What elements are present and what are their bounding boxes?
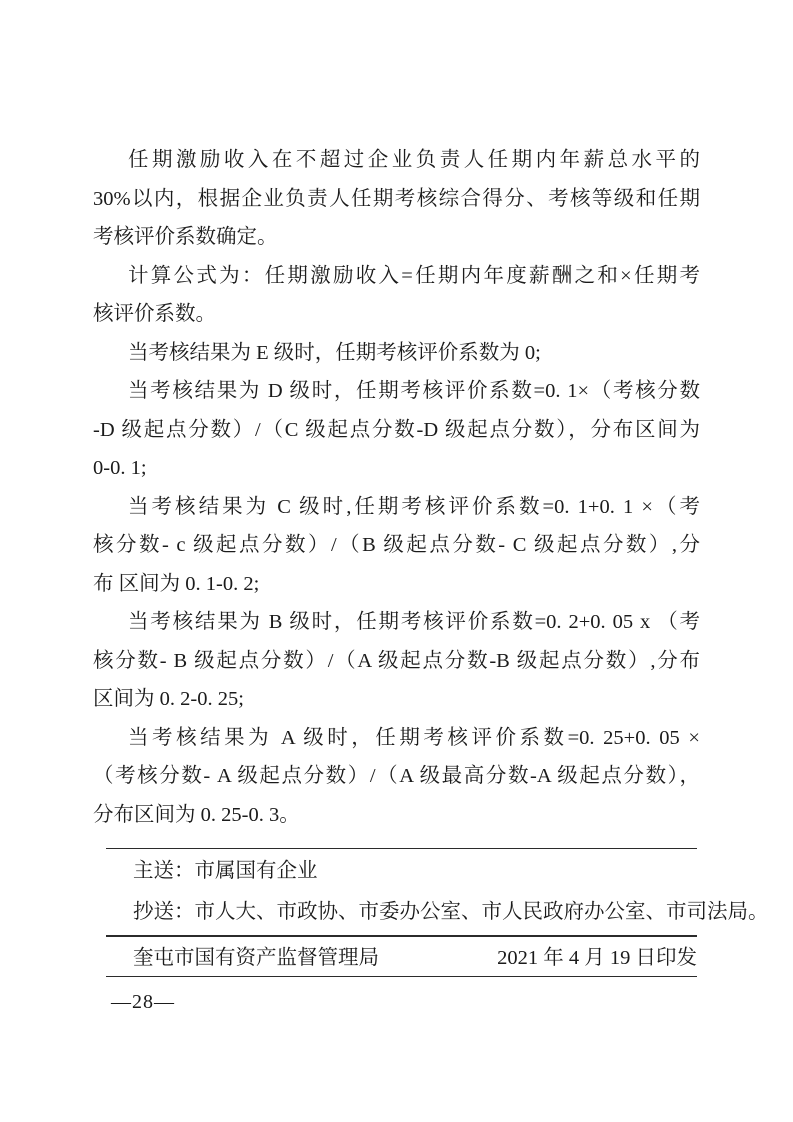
page-number: —28— [111,991,175,1013]
main-recipient-label: 主送： [133,860,195,882]
main-recipient-value: 市属国有企业 [194,860,318,882]
text-line: -D 级起点分数）/（C 级起点分数-D 级起点分数），分布区间为 [93,418,700,441]
main-recipient-row [106,851,697,892]
distribution-block [106,848,769,937]
issuing-authority: 奎屯市国有资产监督管理局 [133,946,379,969]
cc-list: 市人大、市政协、市委办公室、市人民政府办公室、市司法局。 [194,901,769,923]
paragraph [93,334,700,373]
text-line: 当考核结果为 A 级时，任期考核评价系数=0. 25+0. 05 × [128,726,700,749]
print-date: 2021 年 4 月 19 日印发 [497,946,697,969]
text-line: 核分数- B 级起点分数）/（A 级起点分数-B 级起点分数）,分布 [93,649,700,672]
text-line: 当考核结果为 C 级时,任期考核评价系数=0. 1+0. 1 ×（考 [128,495,700,518]
paragraph [93,488,700,604]
cc-row [106,892,769,933]
text-line: 考核评价系数确定。 [93,226,278,248]
text-line: 30%以内，根据企业负责人任期考核综合得分、考核等级和任期 [93,187,700,210]
text-line: 当考核结果为 D 级时，任期考核评价系数=0. 1×（考核分数 [128,380,700,402]
text-line: 计算公式为：任期激励收入=任期内年度薪酬之和×任期考 [128,264,700,287]
issuer-row [106,934,697,977]
text-line: 核分数- c 级起点分数）/（B 级起点分数- C 级起点分数）,分 [93,534,700,556]
text-line: 分布区间为 0. 25-0. 3。 [93,803,300,826]
text-line: 核评价系数。 [93,303,216,325]
paragraph [93,372,700,488]
text-line: （考核分数- A 级起点分数）/（A 级最高分数-A 级起点分数）， [93,765,700,787]
paragraph [93,603,700,719]
paragraph [93,141,700,257]
text-line: 0-0. 1; [93,457,147,479]
text-line: 布 区间为 0. 1-0. 2; [93,572,260,595]
text-line: 区间为 0. 2-0. 25; [93,688,244,710]
paragraph [93,719,700,835]
text-line: 当考核结果为 B 级时，任期考核评价系数=0. 2+0. 05 x （考 [128,611,700,633]
cc-label: 抄送： [133,901,195,923]
document-body [93,141,700,834]
text-line: 当考核结果为 E 级时，任期考核评价系数为 0; [128,341,541,364]
paragraph [93,257,700,334]
text-line: 任期激励收入在不超过企业负责人任期内年薪总水平的 [128,149,700,171]
